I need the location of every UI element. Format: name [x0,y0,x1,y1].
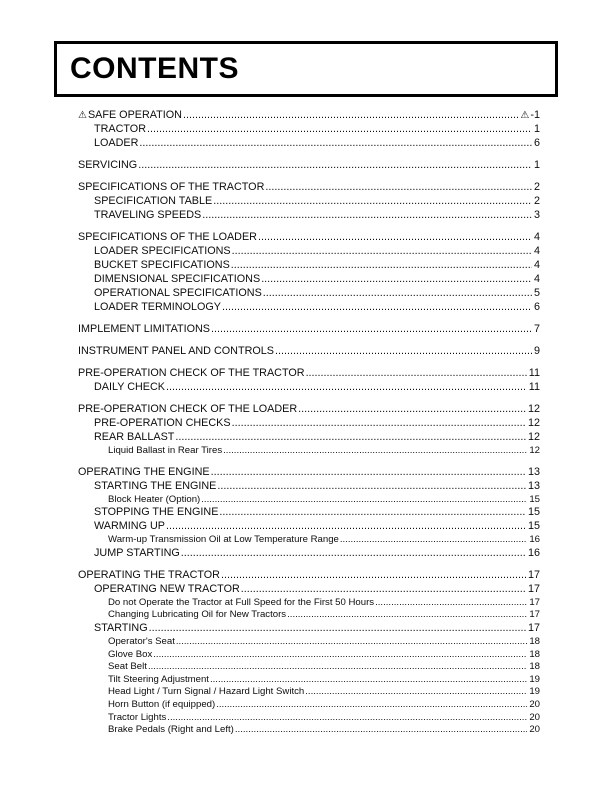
toc-entry-page: 18 [529,648,540,660]
toc-entry-title: Horn Button (if equipped) [108,698,216,710]
dot-leader [166,520,526,532]
page-title: CONTENTS [70,52,239,85]
toc-entry [78,137,540,151]
dot-leader [217,480,526,492]
toc-entry [78,123,540,137]
toc-entry-title: PRE-OPERATION CHECK OF THE LOADER [78,403,298,415]
warning-icon: ⚠ [78,110,87,121]
toc-entry [78,181,540,195]
dot-leader [213,195,532,207]
toc-entry [78,583,540,597]
toc-entry [78,569,540,583]
toc-entry-title: PRE-OPERATION CHECKS [94,417,231,429]
toc-entry-page: 18 [529,661,540,673]
toc-entry-page: 4 [533,245,540,257]
toc-entry [78,494,540,507]
toc-entry-page: 16 [527,546,540,559]
toc-entry-title: SPECIFICATIONS OF THE LOADER [78,231,257,243]
toc-entry-title: SPECIFICATIONS OF THE TRACTOR [78,181,265,193]
toc-entry-title: LOADER [94,137,139,149]
toc-entry [78,245,540,259]
dot-leader [221,569,526,581]
toc-entry-title: Brake Pedals (Right and Left) [108,724,234,736]
toc-entry [78,403,540,417]
toc-entry [78,622,540,636]
dot-leader [201,494,527,505]
toc-entry [78,686,540,699]
toc-entry [78,209,540,223]
toc-entry [78,259,540,273]
toc-entry-page: 1 [533,159,540,171]
toc-entry-page: 12 [527,403,540,415]
toc-entry-title: REAR BALLAST [94,431,175,443]
toc-entry [78,724,540,737]
toc-entry-page: 2 [533,195,540,207]
dot-leader [202,209,532,221]
toc-entry-page: 16 [529,534,540,546]
toc-entry [78,506,540,520]
toc-entry [78,301,540,315]
toc-entry-title: Liquid Ballast in Rear Tires [108,445,223,456]
toc-entry-title: STOPPING THE ENGINE [94,506,219,519]
dot-leader [231,259,532,271]
toc-entry-title: TRACTOR [94,123,146,135]
dot-leader [223,445,527,456]
toc-entry-title: ⚠SAFE OPERATION [78,109,182,121]
toc-entry-title: LOADER TERMINOLOGY [94,301,221,313]
toc-entry-page: 2 [533,181,540,193]
toc-entry-page: 6 [533,137,540,149]
toc-entry-title: OPERATING THE ENGINE [78,465,210,478]
toc-entry-page: 17 [527,582,540,595]
toc-entry [78,445,540,458]
toc-entry-page: 18 [529,635,540,647]
toc-entry [78,231,540,245]
toc-entry-page: 11 [528,381,540,393]
dot-leader [139,137,532,149]
dot-leader [149,622,526,634]
toc-entry-page: 13 [527,465,540,478]
toc-entry-page: 15 [527,506,540,519]
dot-leader [235,724,527,735]
dot-leader [166,381,527,393]
dot-leader [306,367,527,379]
toc-entry-page: 17 [527,621,540,634]
dot-leader [305,686,527,697]
toc-entry-page: 4 [533,259,540,271]
dot-leader [176,636,527,647]
dot-leader [175,431,526,443]
dot-leader [211,466,526,478]
toc-entry-page: 13 [527,479,540,492]
toc-entry-page: 17 [529,609,540,621]
toc-entry-page: 4 [533,273,540,285]
toc-entry-title: OPERATING NEW TRACTOR [94,582,240,595]
toc-entry-page: 12 [527,431,540,443]
toc-entry-title: Glove Box [108,648,153,660]
toc-entry-title: Warm-up Transmission Oil at Low Temperature Range [108,534,339,546]
toc-entry [78,273,540,287]
toc-entry [78,323,540,337]
toc-entry-title: OPERATIONAL SPECIFICATIONS [94,287,262,299]
toc-entry-page: 7 [533,323,540,335]
toc-entry-page: 9 [533,345,540,357]
toc-entry-title: Operator's Seat [108,635,175,647]
toc-entry-title: Do not Operate the Tractor at Full Speed for the First 50 Hours [108,596,375,608]
toc-entry-page: 6 [533,301,540,313]
toc-entry-title: INSTRUMENT PANEL AND CONTROLS [78,345,274,357]
toc-entry-title: TRAVELING SPEEDS [94,209,202,221]
toc-entry-title: DAILY CHECK [94,381,166,393]
toc-entry-title: LOADER SPECIFICATIONS [94,245,231,257]
toc-entry [78,520,540,534]
toc-list [78,109,540,737]
toc-entry-title: Head Light / Turn Signal / Hazard Light Switch [108,686,305,698]
dot-leader [181,547,526,559]
dot-leader [258,231,532,243]
toc-entry-title: SPECIFICATION TABLE [94,195,213,207]
toc-entry [78,466,540,480]
dot-leader [216,699,527,710]
toc-entry [78,609,540,622]
toc-entry-page: 11 [528,367,540,379]
toc-entry [78,712,540,725]
toc-entry-title: Seat Belt [108,661,147,673]
toc-entry [78,534,540,547]
toc-entry-page: ⚠-1 [520,109,540,121]
dot-leader [222,301,532,313]
toc-entry [78,367,540,381]
dot-leader [340,534,527,545]
dot-leader [375,597,527,608]
toc-entry-page: 15 [529,493,540,505]
toc-entry-title: STARTING [94,621,148,634]
contents-header [54,41,558,97]
toc-entry-title: SERVICING [78,159,138,171]
toc-entry-title: WARMING UP [94,520,165,533]
toc-entry [78,649,540,662]
toc-entry-page: 12 [527,417,540,429]
toc-entry-page: 20 [529,711,540,723]
dot-leader [210,674,527,685]
dot-leader [241,583,526,595]
dot-leader [153,649,527,660]
toc-entry [78,597,540,610]
dot-leader [287,609,527,620]
toc-entry-title: DIMENSIONAL SPECIFICATIONS [94,273,261,285]
toc-entry-title: STARTING THE ENGINE [94,479,217,492]
dot-leader [167,712,527,723]
warning-icon: ⚠ [520,110,530,121]
dot-leader [183,109,518,121]
toc-entry-title: JUMP STARTING [94,546,180,559]
toc-entry-title: BUCKET SPECIFICATIONS [94,259,230,271]
toc-entry [78,159,540,173]
toc-entry [78,345,540,359]
toc-entry [78,636,540,649]
toc-entry-page: 15 [527,520,540,533]
dot-leader [265,181,532,193]
toc-entry-page: 5 [533,287,540,299]
toc-entry-title: Changing Lubricating Oil for New Tractors [108,609,287,621]
dot-leader [232,417,526,429]
toc-entry [78,547,540,561]
dot-leader [232,245,532,257]
dot-leader [211,323,532,335]
toc-entry [78,431,540,445]
dot-leader [147,123,532,135]
toc-entry-title: Block Heater (Option) [108,493,201,505]
toc-entry-page: 20 [529,698,540,710]
toc-entry [78,417,540,431]
toc-entry-title: Tractor Lights [108,711,167,723]
toc-entry [78,381,540,395]
toc-entry-page: 20 [529,724,540,736]
toc-entry-title: PRE-OPERATION CHECK OF THE TRACTOR [78,367,305,379]
toc-entry-title: Tilt Steering Adjustment [108,673,209,685]
toc-entry [78,674,540,687]
dot-leader [148,661,527,672]
toc-entry [78,109,540,123]
dot-leader [261,273,532,285]
dot-leader [298,403,526,415]
dot-leader [275,345,532,357]
toc-entry [78,195,540,209]
toc-entry-page: 4 [533,231,540,243]
toc-entry [78,287,540,301]
toc-entry-title: OPERATING THE TRACTOR [78,568,220,581]
toc-entry [78,661,540,674]
toc-entry-page: 19 [529,673,540,685]
toc-entry [78,480,540,494]
toc-entry-page: 3 [533,209,540,221]
toc-entry-page: 19 [529,686,540,698]
toc-entry-page: 12 [529,445,540,456]
dot-leader [263,287,532,299]
toc-entry [78,699,540,712]
dot-leader [219,506,526,518]
toc-entry-page: 17 [527,568,540,581]
toc-entry-title: IMPLEMENT LIMITATIONS [78,323,210,335]
dot-leader [138,159,532,171]
toc-entry-page: 17 [529,596,540,608]
toc-entry-page: 1 [533,123,540,135]
